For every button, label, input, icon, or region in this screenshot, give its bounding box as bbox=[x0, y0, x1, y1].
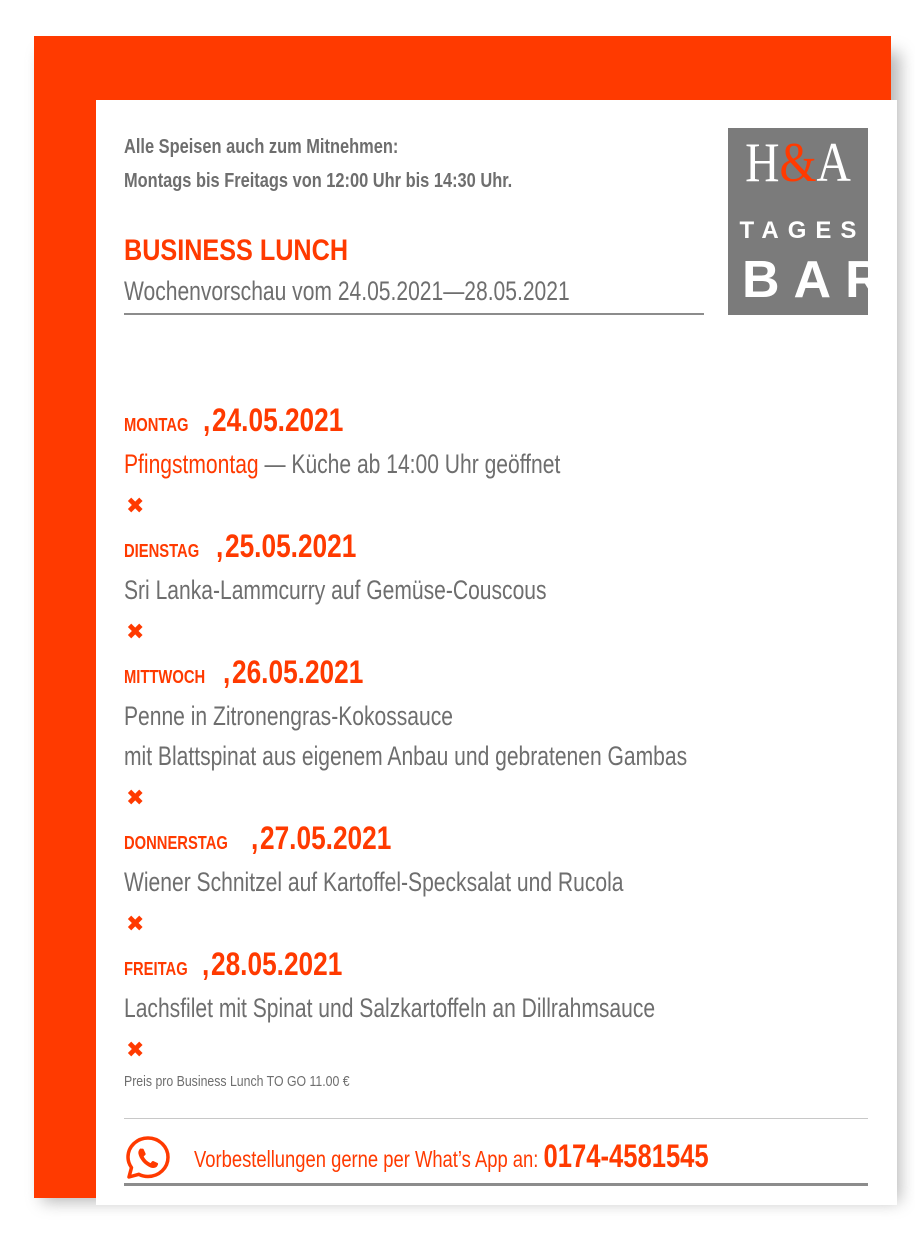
ha-tagesbar-logo bbox=[728, 128, 897, 315]
separator-icon: ✖ bbox=[126, 619, 145, 644]
day-date: 24.05.2021 bbox=[211, 402, 343, 438]
opening-hours-line: Montags bis Freitags von 12:00 Uhr bis 14:30 Uhr. bbox=[124, 170, 513, 192]
day-date: 26.05.2021 bbox=[231, 654, 364, 690]
page-title: BUSINESS LUNCH bbox=[124, 234, 349, 267]
day-name: MITTWOCH bbox=[124, 667, 206, 687]
separator-icon: ✖ bbox=[126, 911, 145, 936]
menu-day-tuesday: DIENSTAG ,25.05.2021 Sri Lanka-Lammcurry auf Gemüse-Couscous bbox=[124, 528, 884, 610]
dish-text: Sri Lanka-Lammcurry auf Gemüse-Couscous bbox=[124, 575, 547, 605]
menu-day-thursday: DONNERSTAG ,27.05.2021 Wiener Schnitzel auf Kartoffel-Specksalat und Rucola bbox=[124, 820, 884, 902]
price-note: Preis pro Business Lunch TO GO 11.00 € bbox=[124, 1073, 350, 1090]
menu-day-monday: MONTAG ,24.05.2021 Pfingstmontag — Küche ab 14:00 Uhr geöffnet bbox=[124, 402, 884, 484]
day-name: DIENSTAG bbox=[124, 541, 200, 561]
phone-number[interactable]: 0174-4581545 bbox=[543, 1138, 709, 1174]
day-date: 25.05.2021 bbox=[224, 528, 356, 564]
takeaway-info bbox=[124, 130, 583, 198]
logo-tages: TAGES bbox=[739, 217, 866, 244]
dish-text: Wiener Schnitzel auf Kartoffel-Specksalat und Rucola bbox=[124, 867, 624, 897]
dish-text: Pfingstmontag — Küche ab 14:00 Uhr geöffnet bbox=[124, 449, 561, 479]
takeaway-line: Alle Speisen auch zum Mitnehmen: bbox=[124, 136, 399, 158]
separator-icon: ✖ bbox=[126, 785, 145, 810]
day-name: FREITAG bbox=[124, 959, 188, 979]
dish-text: Lachsfilet mit Spinat und Salzkartoffeln an Dillrahmsauce bbox=[124, 993, 656, 1023]
preorder-text: Vorbestellungen gerne per What’s App an: bbox=[194, 1146, 544, 1172]
week-preview: Wochenvorschau vom 24.05.2021—28.05.2021 bbox=[124, 276, 570, 306]
dish-text-line2: mit Blattspinat aus eigenem Anbau und gebratenen Gambas bbox=[124, 741, 688, 771]
dish-text: Penne in Zitronengras-Kokossauce bbox=[124, 701, 453, 731]
menu-day-friday: FREITAG ,28.05.2021 Lachsfilet mit Spinat und Salzkartoffeln an Dillrahmsauce bbox=[124, 946, 884, 1028]
holiday-name: Pfingstmontag bbox=[124, 449, 259, 479]
day-date: 27.05.2021 bbox=[259, 820, 391, 856]
header-divider bbox=[124, 313, 704, 315]
footer-bottom-rule bbox=[124, 1183, 868, 1186]
menu-day-wednesday: MITTWOCH ,26.05.2021 Penne in Zitronengras-Kokossauce mit Blattspinat aus eigenem Anbau und gebratenen Gambas bbox=[124, 654, 884, 776]
day-name: MONTAG bbox=[124, 415, 189, 435]
day-name: DONNERSTAG bbox=[124, 833, 228, 853]
separator-icon: ✖ bbox=[126, 1037, 145, 1062]
weekly-menu bbox=[124, 402, 884, 1072]
orange-frame bbox=[34, 36, 897, 1198]
whatsapp-icon[interactable] bbox=[124, 1134, 172, 1182]
preorder-info bbox=[194, 1138, 709, 1175]
day-date: 28.05.2021 bbox=[210, 946, 342, 982]
logo-monogram: H&A bbox=[745, 132, 851, 194]
footer-divider bbox=[124, 1118, 868, 1119]
menu-card bbox=[96, 100, 897, 1205]
separator-icon: ✖ bbox=[126, 493, 145, 518]
logo-bar: BAR bbox=[742, 251, 897, 309]
